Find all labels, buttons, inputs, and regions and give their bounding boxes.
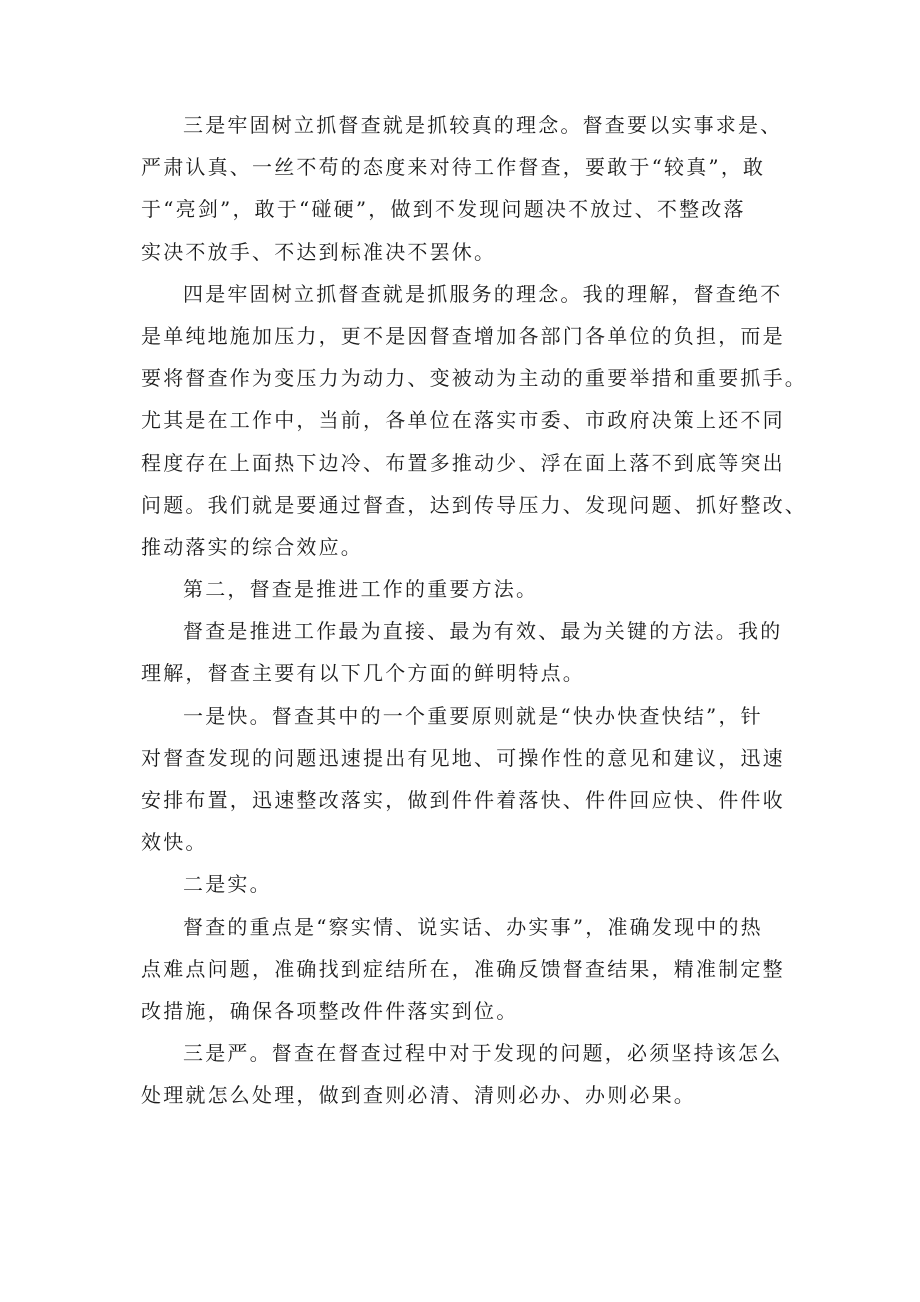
text-line: 推动落实的综合效应。 <box>141 534 363 559</box>
text-line: 严肃认真、一丝不苟的态度来对待工作督查，要敢于“较真”，敢 <box>141 155 766 180</box>
text-line: 改措施，确保各项整改件件落实到位。 <box>141 998 519 1023</box>
text-line: 四是牢固树立抓督查就是抓服务的理念。我的理解，督查绝不 <box>183 281 783 306</box>
text-line: 尤其是在工作中，当前，各单位在落实市委、市政府决策上还不同 <box>141 408 785 433</box>
text-line: 二是实。 <box>183 872 272 897</box>
text-line: 处理就怎么处理，做到查则必清、清则必办、办则必果。 <box>141 1083 696 1108</box>
text-line: 督查的重点是“察实情、说实话、办实事”，准确发现中的热 <box>183 914 763 939</box>
text-line: 效快。 <box>141 830 208 855</box>
text-line: 三是严。督查在督查过程中对于发现的问题，必须坚持该怎么 <box>183 1041 783 1066</box>
text-line: 安排布置，迅速整改落实，做到件件着落快、件件回应快、件件收 <box>141 788 785 812</box>
text-line: 三是牢固树立抓督查就是抓较真的理念。督查要以实事求是、 <box>183 113 783 137</box>
text-line: 一是快。督查其中的一个重要原则就是“快办快查快结”，针 <box>183 703 763 728</box>
text-line: 程度存在上面热下边冷、布置多推动少、浮在面上落不到底等突出 <box>141 450 785 475</box>
document-body <box>141 104 821 1117</box>
text-line: 问题。我们就是要通过督查，达到传导压力、发现问题、抓好整改、 <box>141 492 807 517</box>
text-line: 于“亮剑”，敢于“碰硬”，做到不发现问题决不放过、不整改落 <box>141 197 746 222</box>
text-line: 实决不放手、不达到标准决不罢休。 <box>141 239 497 264</box>
text-line: 督查是推进工作最为直接、最为有效、最为关键的方法。我的 <box>183 619 783 644</box>
text-line: 是单纯地施加压力，更不是因督查增加各部门各单位的负担，而是 <box>141 323 785 348</box>
text-line: 第二，督查是推进工作的重要方法。 <box>183 577 539 602</box>
text-line: 对督查发现的问题迅速提出有见地、可操作性的意见和建议，迅速 <box>141 745 785 770</box>
text-line: 要将督查作为变压力为动力、变被动为主动的重要举措和重要抓手。 <box>141 366 807 391</box>
text-line: 点难点问题，准确找到症结所在，准确反馈督查结果，精准制定整 <box>141 956 785 981</box>
text-line: 理解，督查主要有以下几个方面的鲜明特点。 <box>141 661 585 686</box>
